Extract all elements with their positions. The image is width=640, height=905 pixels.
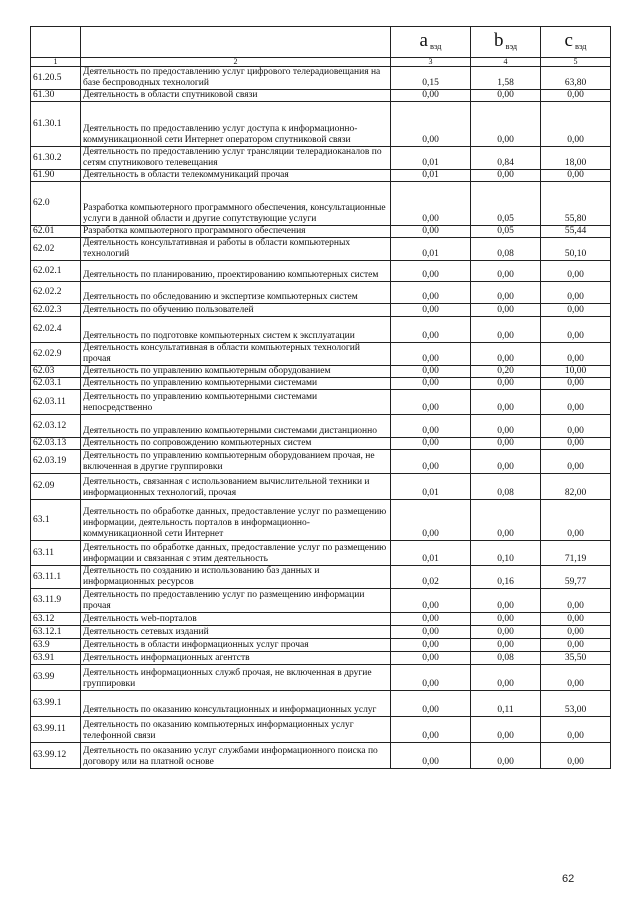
a-value-cell: 0,00 [391, 438, 471, 450]
b-value-cell: 0,05 [471, 182, 541, 226]
table-row [31, 743, 611, 769]
code-cell: 62.03.19 [31, 450, 81, 474]
table-row [31, 589, 611, 613]
code-cell: 63.11.1 [31, 566, 81, 589]
code-cell: 63.99.12 [31, 743, 81, 769]
table-row [31, 226, 611, 238]
b-value-cell: 0,00 [471, 589, 541, 613]
c-value-cell: 0,00 [541, 378, 611, 390]
description-cell: Деятельность по оказанию компьютерных информационных услуг телефонной связи [81, 717, 391, 743]
c-value-cell: 82,00 [541, 474, 611, 500]
a-value-cell: 0,02 [391, 566, 471, 589]
a-value-cell: 0,00 [391, 691, 471, 717]
a-value-cell: 0,00 [391, 366, 471, 378]
code-cell: 61.30 [31, 90, 81, 102]
code-cell: 62.0 [31, 182, 81, 226]
code-cell: 63.12.1 [31, 626, 81, 639]
table-row [31, 282, 611, 304]
c-value-cell: 0,00 [541, 317, 611, 343]
c-value-cell: 10,00 [541, 366, 611, 378]
code-cell: 61.90 [31, 170, 81, 182]
a-value-cell: 0,00 [391, 261, 471, 282]
description-cell: Деятельность сетевых изданий [81, 626, 391, 639]
code-cell: 63.12 [31, 613, 81, 626]
table-row [31, 170, 611, 182]
code-cell: 62.02.4 [31, 317, 81, 343]
column-number: 5 [541, 58, 611, 67]
table-row [31, 613, 611, 626]
column-number-row [31, 58, 611, 67]
column-number: 3 [391, 58, 471, 67]
table-row [31, 450, 611, 474]
c-value-cell: 0,00 [541, 717, 611, 743]
table-row [31, 390, 611, 415]
c-value-cell: 0,00 [541, 343, 611, 366]
c-value-cell: 0,00 [541, 639, 611, 652]
code-cell: 62.02.3 [31, 304, 81, 317]
description-cell: Деятельность по оказанию консультационных и информационных услуг [81, 691, 391, 717]
table-row [31, 665, 611, 691]
b-value-cell: 0,00 [471, 438, 541, 450]
c-value-cell: 59,77 [541, 566, 611, 589]
c-value-cell: 18,00 [541, 147, 611, 170]
a-value-cell: 0,00 [391, 743, 471, 769]
table-row [31, 238, 611, 261]
code-cell: 62.01 [31, 226, 81, 238]
a-value-cell: 0,01 [391, 170, 471, 182]
code-cell: 61.30.2 [31, 147, 81, 170]
b-value-cell: 0,08 [471, 238, 541, 261]
a-value-cell: 0,01 [391, 541, 471, 566]
table-row [31, 566, 611, 589]
b-value-cell: 0,84 [471, 147, 541, 170]
header-a-cell [391, 27, 471, 58]
c-value-cell: 0,00 [541, 170, 611, 182]
table-row [31, 438, 611, 450]
description-cell: Деятельность web-порталов [81, 613, 391, 626]
a-value-cell: 0,00 [391, 613, 471, 626]
a-value-cell: 0,00 [391, 378, 471, 390]
a-value-cell: 0,00 [391, 589, 471, 613]
b-value-cell: 0,05 [471, 226, 541, 238]
table-row [31, 147, 611, 170]
a-value-cell: 0,00 [391, 317, 471, 343]
code-cell: 63.11.9 [31, 589, 81, 613]
description-cell: Деятельность по предоставлению услуг цифрового телерадиовещания на базе беспроводных технологий [81, 67, 391, 90]
b-value-cell: 0,00 [471, 317, 541, 343]
c-value-cell: 63,80 [541, 67, 611, 90]
c-value-cell: 0,00 [541, 665, 611, 691]
header-desc-cell [81, 27, 391, 58]
code-cell: 62.02.9 [31, 343, 81, 366]
a-value-cell: 0,01 [391, 238, 471, 261]
c-value-cell: 0,00 [541, 500, 611, 541]
c-value-cell: 0,00 [541, 743, 611, 769]
b-value-cell: 0,11 [471, 691, 541, 717]
b-value-cell: 0,00 [471, 282, 541, 304]
header-c-cell [541, 27, 611, 58]
description-cell: Деятельность в области телекоммуникаций прочая [81, 170, 391, 182]
c-value-cell: 55,44 [541, 226, 611, 238]
description-cell: Деятельность информационных служб прочая, не включенная в другие группировки [81, 665, 391, 691]
code-cell: 62.02 [31, 238, 81, 261]
c-value-cell: 0,00 [541, 626, 611, 639]
table-row [31, 304, 611, 317]
table-row [31, 500, 611, 541]
description-cell: Деятельность по планированию, проектированию компьютерных систем [81, 261, 391, 282]
header-b-cell [471, 27, 541, 58]
table-row [31, 626, 611, 639]
table-row [31, 90, 611, 102]
b-value-cell: 0,00 [471, 743, 541, 769]
c-value-cell: 35,50 [541, 652, 611, 665]
b-value-cell: 0,00 [471, 102, 541, 147]
code-cell: 63.99.11 [31, 717, 81, 743]
description-cell: Деятельность информационных агентств [81, 652, 391, 665]
c-value-cell: 0,00 [541, 261, 611, 282]
table-row [31, 652, 611, 665]
header-row [31, 27, 611, 58]
description-cell: Деятельность по предоставлению услуг трансляции телерадиоканалов по сетям спутникового телевещания [81, 147, 391, 170]
description-cell: Деятельность по управлению компьютерными системами дистанционно [81, 415, 391, 438]
description-cell: Деятельность по оказанию услуг службами информационного поиска по договору или на платной основе [81, 743, 391, 769]
b-value-cell: 0,00 [471, 378, 541, 390]
c-value-cell: 55,80 [541, 182, 611, 226]
description-cell: Деятельность по управлению компьютерным оборудованием [81, 366, 391, 378]
code-cell: 63.1 [31, 500, 81, 541]
c-value-cell: 0,00 [541, 613, 611, 626]
b-value-cell: 0,00 [471, 717, 541, 743]
b-value-cell: 0,00 [471, 90, 541, 102]
code-cell: 63.9 [31, 639, 81, 652]
c-value-cell: 0,00 [541, 304, 611, 317]
c-value-cell: 71,19 [541, 541, 611, 566]
table-row [31, 102, 611, 147]
b-value-cell: 0,00 [471, 613, 541, 626]
table-row [31, 541, 611, 566]
code-cell: 62.03.13 [31, 438, 81, 450]
header-a-label: a [419, 30, 428, 51]
header-c-label: c [564, 30, 573, 51]
b-value-cell: 0,00 [471, 626, 541, 639]
code-cell: 63.99.1 [31, 691, 81, 717]
table-row [31, 67, 611, 90]
a-value-cell: 0,00 [391, 415, 471, 438]
table-row [31, 343, 611, 366]
a-value-cell: 0,01 [391, 474, 471, 500]
b-value-cell: 0,00 [471, 261, 541, 282]
a-value-cell: 0,00 [391, 717, 471, 743]
c-value-cell: 0,00 [541, 90, 611, 102]
c-value-cell: 0,00 [541, 282, 611, 304]
a-value-cell: 0,00 [391, 639, 471, 652]
table-row [31, 261, 611, 282]
description-cell: Деятельность по сопровождению компьютерных систем [81, 438, 391, 450]
a-value-cell: 0,01 [391, 147, 471, 170]
description-cell: Деятельность в области информационных услуг прочая [81, 639, 391, 652]
description-cell: Деятельность по обучению пользователей [81, 304, 391, 317]
b-value-cell: 0,00 [471, 390, 541, 415]
header-b-sub: вэд [505, 41, 518, 51]
c-value-cell: 0,00 [541, 102, 611, 147]
a-value-cell: 0,00 [391, 450, 471, 474]
description-cell: Деятельность по обследованию и экспертизе компьютерных систем [81, 282, 391, 304]
description-cell: Деятельность по управлению компьютерными системами непосредственно [81, 390, 391, 415]
code-cell: 62.03.11 [31, 390, 81, 415]
code-cell: 63.11 [31, 541, 81, 566]
c-value-cell: 0,00 [541, 415, 611, 438]
coefficients-table [30, 26, 611, 769]
code-cell: 63.99 [31, 665, 81, 691]
code-cell: 62.02.1 [31, 261, 81, 282]
header-code-cell [31, 27, 81, 58]
description-cell: Деятельность по обработке данных, предоставление услуг по размещению информации, деятельность порталов в информационно-коммуникационной сети Интернет [81, 500, 391, 541]
b-value-cell: 0,08 [471, 474, 541, 500]
b-value-cell: 0,08 [471, 652, 541, 665]
table-row [31, 415, 611, 438]
table-row [31, 691, 611, 717]
b-value-cell: 0,16 [471, 566, 541, 589]
c-value-cell: 53,00 [541, 691, 611, 717]
code-cell: 63.91 [31, 652, 81, 665]
code-cell: 62.02.2 [31, 282, 81, 304]
code-cell: 61.20.5 [31, 67, 81, 90]
table-row [31, 639, 611, 652]
b-value-cell: 0,20 [471, 366, 541, 378]
b-value-cell: 0,00 [471, 343, 541, 366]
c-value-cell: 50,10 [541, 238, 611, 261]
table-row [31, 378, 611, 390]
b-value-cell: 0,00 [471, 639, 541, 652]
header-b-label: b [493, 30, 504, 51]
c-value-cell: 0,00 [541, 589, 611, 613]
code-cell: 62.03 [31, 366, 81, 378]
a-value-cell: 0,00 [391, 343, 471, 366]
b-value-cell: 0,00 [471, 415, 541, 438]
a-value-cell: 0,00 [391, 626, 471, 639]
c-value-cell: 0,00 [541, 438, 611, 450]
description-cell: Деятельность по предоставлению услуг доступа к информационно-коммуникационной сети Интернет оператором спутниковой связи [81, 102, 391, 147]
a-value-cell: 0,00 [391, 226, 471, 238]
c-value-cell: 0,00 [541, 450, 611, 474]
b-value-cell: 1,58 [471, 67, 541, 90]
page-number: 62 [562, 873, 575, 885]
a-value-cell: 0,00 [391, 102, 471, 147]
code-cell: 61.30.1 [31, 102, 81, 147]
column-number: 2 [81, 58, 391, 67]
a-value-cell: 0,00 [391, 500, 471, 541]
description-cell: Разработка компьютерного программного обеспечения, консультационные услуги в данной области и другие сопутствующие услуги [81, 182, 391, 226]
header-c-sub: вэд [574, 41, 587, 51]
table-body [31, 27, 611, 769]
b-value-cell: 0,00 [471, 304, 541, 317]
a-value-cell: 0,00 [391, 390, 471, 415]
b-value-cell: 0,10 [471, 541, 541, 566]
description-cell: Деятельность по созданию и использованию баз данных и информационных ресурсов [81, 566, 391, 589]
description-cell: Деятельность по предоставлению услуг по размещению информации прочая [81, 589, 391, 613]
b-value-cell: 0,00 [471, 450, 541, 474]
b-value-cell: 0,00 [471, 170, 541, 182]
table-row [31, 366, 611, 378]
b-value-cell: 0,00 [471, 665, 541, 691]
a-value-cell: 0,15 [391, 67, 471, 90]
a-value-cell: 0,00 [391, 652, 471, 665]
code-cell: 62.09 [31, 474, 81, 500]
table-row [31, 182, 611, 226]
column-number: 4 [471, 58, 541, 67]
code-cell: 62.03.1 [31, 378, 81, 390]
a-value-cell: 0,00 [391, 665, 471, 691]
description-cell: Деятельность по подготовке компьютерных систем к эксплуатации [81, 317, 391, 343]
table-row [31, 317, 611, 343]
header-a-sub: вэд [429, 41, 442, 51]
c-value-cell: 0,00 [541, 390, 611, 415]
column-number: 1 [31, 58, 81, 67]
description-cell: Деятельность по управлению компьютерным оборудованием прочая, не включенная в другие группировки [81, 450, 391, 474]
description-cell: Деятельность консультативная в области компьютерных технологий прочая [81, 343, 391, 366]
a-value-cell: 0,00 [391, 182, 471, 226]
b-value-cell: 0,00 [471, 500, 541, 541]
table-row [31, 717, 611, 743]
a-value-cell: 0,00 [391, 90, 471, 102]
table-row [31, 474, 611, 500]
description-cell: Деятельность, связанная с использованием вычислительной техники и информационных технологий, прочая [81, 474, 391, 500]
description-cell: Деятельность по управлению компьютерными системами [81, 378, 391, 390]
description-cell: Деятельность в области спутниковой связи [81, 90, 391, 102]
a-value-cell: 0,00 [391, 304, 471, 317]
code-cell: 62.03.12 [31, 415, 81, 438]
description-cell: Деятельность консультативная и работы в области компьютерных технологий [81, 238, 391, 261]
description-cell: Деятельность по обработке данных, предоставление услуг по размещению информации и связанная с этим деятельность [81, 541, 391, 566]
description-cell: Разработка компьютерного программного обеспечения [81, 226, 391, 238]
a-value-cell: 0,00 [391, 282, 471, 304]
